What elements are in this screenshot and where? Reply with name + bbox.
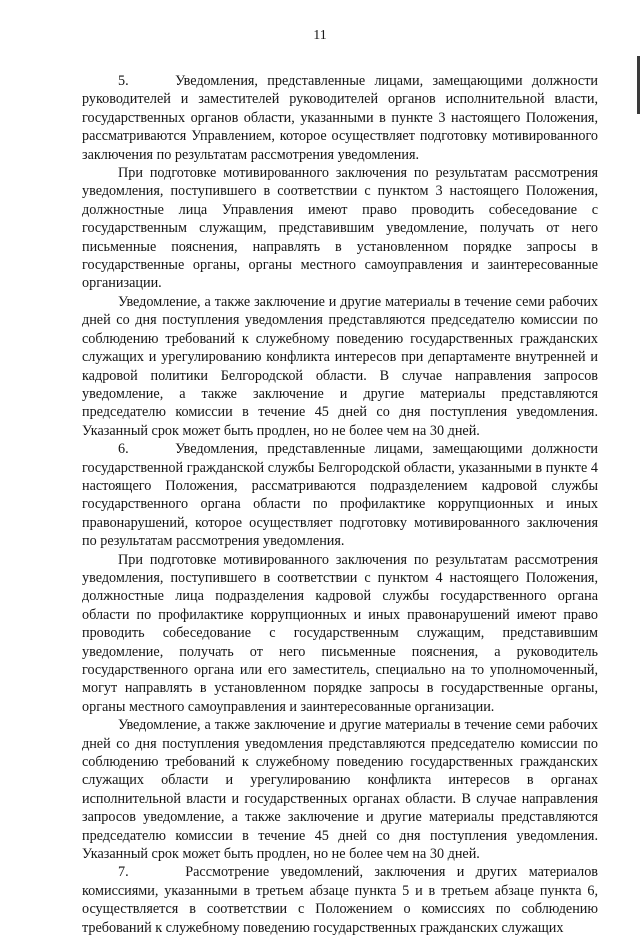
document-body: [82, 72, 598, 937]
paragraph-6-preparation: При подготовке мотивированного заключения по результатам рассмотрения уведомления, поступившего в соответствии с пунктом 4 настоящего Положения, должностные лица подразделения кадровой службы государственного органа области по профилактике коррупционных и иных правонарушений имеют право проводить собеседование с государственным служащим, представившим уведомление, получать от него письменные пояснения, а руководитель государственного органа или его заместитель, специально на то уполномоченный, могут направлять в установленном порядке запросы в государственные органы, органы местного самоуправления и заинтересованные организации.: [82, 551, 598, 715]
paragraph-7: 7. Рассмотрение уведомлений, заключения и других материалов комиссиями, указанными в третьем абзаце пункта 5 и в третьем абзаце пункта 6, осуществляется в соответствии с Положением о комиссиях по соблюдению требований к служебному поведению государственных гражданских служащих: [82, 864, 598, 936]
paragraph-5-materials: Уведомление, а также заключение и другие материалы в течение семи рабочих дней со дня поступления уведомления представляются председателю комиссии по соблюдению требований к служебному поведению государственных гражданских служащих и урегулированию конфликта интересов при департаменте внутренней и кадровой политики Белгородской области. В случае направления запросов уведомление, а также заключение и другие материалы представляются председателю комиссии в течение 45 дней со дня поступления уведомления. Указанный срок может быть продлен, но не более чем на 30 дней.: [82, 293, 598, 439]
paragraph-6-materials: Уведомление, а также заключение и другие материалы в течение семи рабочих дней со дня поступления уведомления представляются председателю комиссии по соблюдению требований к служебному поведению государственных гражданских служащих области и урегулированию конфликта интересов в органах исполнительной власти и государственных органах области. В случае направления запросов уведомление, а также заключение и другие материалы представляются председателю комиссии в течение 45 дней со дня поступления уведомления. Указанный срок может быть продлен, но не более чем на 30 дней.: [82, 717, 598, 863]
page-number: 11: [313, 28, 327, 43]
paragraph-5-preparation: При подготовке мотивированного заключения по результатам рассмотрения уведомления, поступившего в соответствии с пунктом 3 настоящего Положения, должностные лица Управления имеют право проводить собеседование с государственным служащим, представившим уведомление, получать от него письменные пояснения, направлять в установленном порядке запросы в государственные органы, органы местного самоуправления и заинтересованные организации.: [82, 165, 598, 292]
paragraph-6: 6. Уведомления, представленные лицами, замещающими должности государственной гражданской службы Белгородской области, указанными в пункте 4 настоящего Положения, рассматриваются подразделением кадровой службы государственного органа области по профилактике коррупционных и иных правонарушений, которое осуществляет подготовку мотивированного заключения по результатам рассмотрения уведомления.: [82, 441, 598, 550]
paragraph-5: 5. Уведомления, представленные лицами, замещающими должности руководителей и заместителей руководителей органов исполнительной власти, государственных органов области, указанными в пункте 3 настоящего Положения, рассматриваются Управлением, которое осуществляет подготовку мотивированного заключения по результатам рассмотрения уведомления.: [82, 73, 598, 163]
